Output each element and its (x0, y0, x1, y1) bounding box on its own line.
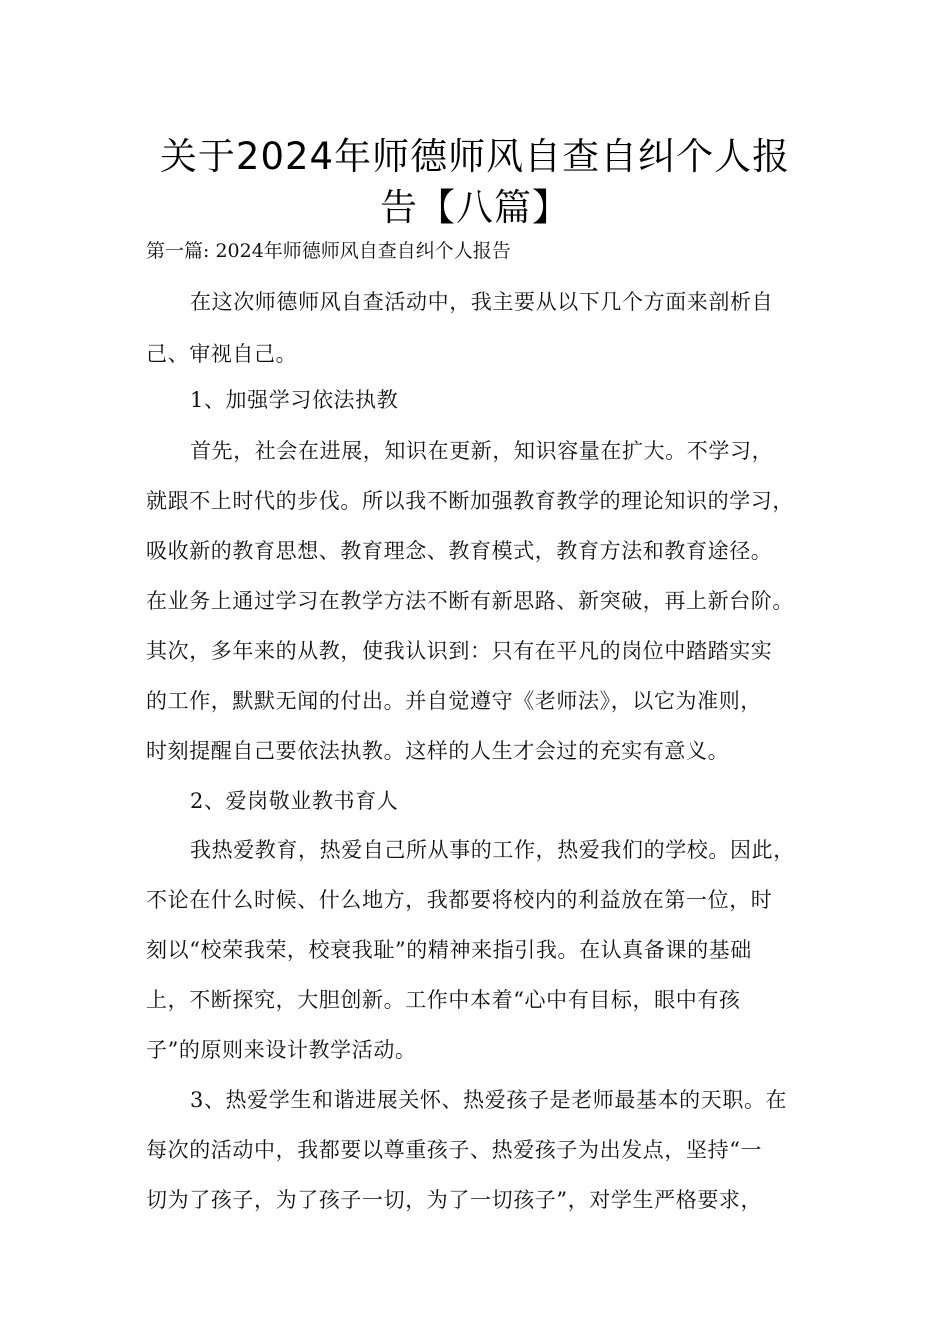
section-item-heading: 2、爱岗敬业教书育人 (190, 789, 399, 813)
section-item-heading: 1、加强学习依法执教 (190, 388, 399, 412)
paragraph-line: 我热爱教育，热爱自己所从事的工作，热爱我们的学校。因此， (190, 838, 795, 862)
paragraph-line: 就跟不上时代的步伐。所以我不断加强教育教学的理论知识的学习， (146, 489, 794, 513)
paragraph-line: 每次的活动中，我都要以尊重孩子、热爱孩子为出发点，坚持“一 (146, 1138, 763, 1162)
paragraph-line: 上，不断探究，大胆创新。工作中本着“心中有目标，眼中有孩 (146, 988, 741, 1012)
document-title-line-1: 关于2024年师德师风自查自纠个人报 (159, 135, 791, 178)
paragraph-line: 刻以“校荣我荣，校衰我耻”的精神来指引我。在认真备课的基础 (146, 938, 752, 962)
paragraph-line: 首先，社会在进展，知识在更新，知识容量在扩大。不学习， (190, 439, 774, 463)
paragraph-line: 时刻提醒自己要依法执教。这样的人生才会过的充实有意义。 (146, 739, 730, 763)
paragraph-line: 不论在什么时候、什么地方，我都要将校内的利益放在第一位，时 (146, 888, 773, 912)
paragraph-line: 在业务上通过学习在教学方法不断有新思路、新突破，再上新台阶。 (146, 589, 794, 613)
paragraph-line: 切为了孩子，为了孩子一切，为了一切孩子”，对学生严格要求， (146, 1188, 763, 1212)
paragraph-line: 己、审视自己。 (146, 342, 298, 366)
paragraph-line: 在这次师德师风自查活动中，我主要从以下几个方面来剖析自 (190, 290, 774, 314)
paragraph-line: 其次，多年来的从教，使我认识到：只有在平凡的岗位中踏踏实实 (146, 639, 773, 663)
section-heading: 第一篇: 2024年师德师风自查自纠个人报告 (146, 240, 511, 262)
paragraph-line: 3、热爱学生和谐进展关怀、热爱孩子是老师最基本的天职。在 (190, 1088, 788, 1112)
document-title-line-2: 告【八篇】 (380, 186, 570, 229)
paragraph-line: 的工作，默默无闻的付出。并自觉遵守《老师法》，以它为准则， (146, 689, 762, 713)
paragraph-line: 子”的原则来设计教学活动。 (146, 1038, 417, 1062)
paragraph-line: 吸收新的教育思想、教育理念、教育模式，教育方法和教育途径。 (146, 539, 773, 563)
